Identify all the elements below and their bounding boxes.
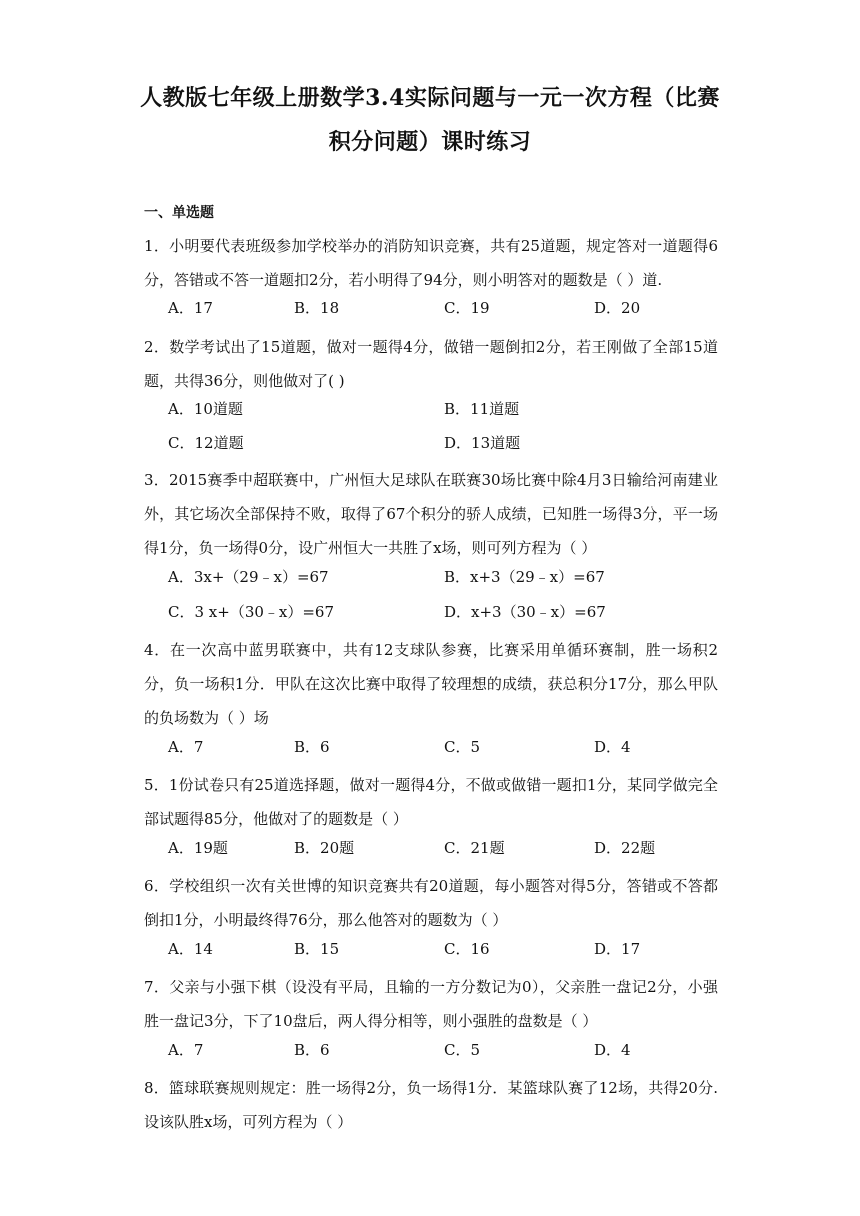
question-5-options — [168, 836, 728, 860]
question-8-stem: 8．篮球联赛规则规定：胜一场得2分，负一场得1分．某篮球队赛了12场，共得20分.设该队胜x场，可列方程为（ ） — [144, 1079, 718, 1131]
option-a[interactable]: A．10道题 — [168, 400, 243, 418]
question-3-options-row-1 — [168, 565, 728, 589]
option-b[interactable]: B．15 — [294, 940, 340, 958]
option-c[interactable]: C．21题 — [444, 839, 505, 857]
option-a[interactable]: A．7 — [168, 1041, 204, 1059]
option-c[interactable]: C．16 — [444, 940, 490, 958]
question-7-stem: 7．父亲与小强下棋（设没有平局，且输的一方分数记为0），父亲胜一盘记2分，小强胜一盘记3分，下了10盘后，两人得分相等，则小强胜的盘数是（ ） — [144, 978, 718, 1030]
option-a[interactable]: A．3x+（29﹣x）=67 — [168, 568, 329, 586]
option-a[interactable]: A．17 — [168, 299, 213, 317]
option-a[interactable]: A．19题 — [168, 839, 228, 857]
option-b[interactable]: B．6 — [294, 1041, 330, 1059]
option-d[interactable]: D．17 — [594, 940, 641, 958]
option-c[interactable]: C．5 — [444, 1041, 481, 1059]
option-b[interactable]: B．18 — [294, 299, 340, 317]
question-2-options-row-1 — [168, 397, 728, 421]
option-d[interactable]: D．4 — [594, 738, 631, 756]
option-d[interactable]: D．x+3（30﹣x）=67 — [444, 603, 606, 621]
option-c[interactable]: C．12道题 — [168, 434, 244, 452]
question-2-stem: 2．数学考试出了15道题，做对一题得4分，做错一题倒扣2分，若王刚做了全部15道题，共得36分，则他做对了( ) — [144, 338, 718, 390]
option-d[interactable]: D．20 — [594, 299, 641, 317]
title-line-1: 人教版七年级上册数学3.4实际问题与一元一次方程（比赛 — [140, 85, 720, 111]
question-4-options — [168, 735, 728, 759]
option-d[interactable]: D．4 — [594, 1041, 631, 1059]
option-c[interactable]: C．5 — [444, 738, 481, 756]
option-c[interactable]: C．3 x+（30﹣x）=67 — [168, 603, 335, 621]
question-6-options — [168, 937, 728, 961]
question-5-stem: 5．1份试卷只有25道选择题，做对一题得4分，不做或做错一题扣1分，某同学做完全部试题得85分，他做对了的题数是（ ） — [144, 776, 718, 828]
option-b[interactable]: B．20题 — [294, 839, 355, 857]
option-a[interactable]: A．7 — [168, 738, 204, 756]
question-2-options-row-2 — [168, 431, 728, 455]
option-b[interactable]: B．x+3（29﹣x）=67 — [444, 568, 605, 586]
question-6-stem: 6．学校组织一次有关世博的知识竞赛共有20道题，每小题答对得5分，答错或不答都倒扣1分，小明最终得76分，那么他答对的题数为（ ） — [144, 877, 718, 929]
section-heading: 一、单选题 — [144, 205, 214, 221]
option-d[interactable]: D．13道题 — [444, 434, 521, 452]
option-a[interactable]: A．14 — [168, 940, 213, 958]
question-1-stem: 1．小明要代表班级参加学校举办的消防知识竞赛，共有25道题，规定答对一道题得6分，答错或不答一道题扣2分，若小明得了94分，则小明答对的题数是（ ）道. — [144, 237, 718, 289]
option-b[interactable]: B．6 — [294, 738, 330, 756]
question-7-options — [168, 1038, 728, 1062]
option-c[interactable]: C．19 — [444, 299, 490, 317]
question-3-stem: 3．2015赛季中超联赛中，广州恒大足球队在联赛30场比赛中除4月3日输给河南建业外，其它场次全部保持不败，取得了67个积分的骄人成绩，已知胜一场得3分，平一场得1分，负一场得0分，设广州恒大一共胜了x场，则可列方程为（ ） — [144, 471, 718, 557]
option-d[interactable]: D．22题 — [594, 839, 656, 857]
document-title — [120, 76, 740, 164]
question-4-stem: 4．在一次高中蓝男联赛中，共有12支球队参赛，比赛采用单循环赛制，胜一场积2分，负一场积1分．甲队在这次比赛中取得了较理想的成绩，获总积分17分，那么甲队的负场数为（ ）场 — [144, 641, 718, 727]
title-line-2: 积分问题）课时练习 — [328, 129, 532, 155]
question-3-options-row-2 — [168, 600, 728, 624]
question-1-options — [168, 296, 728, 320]
option-b[interactable]: B．11道题 — [444, 400, 520, 418]
